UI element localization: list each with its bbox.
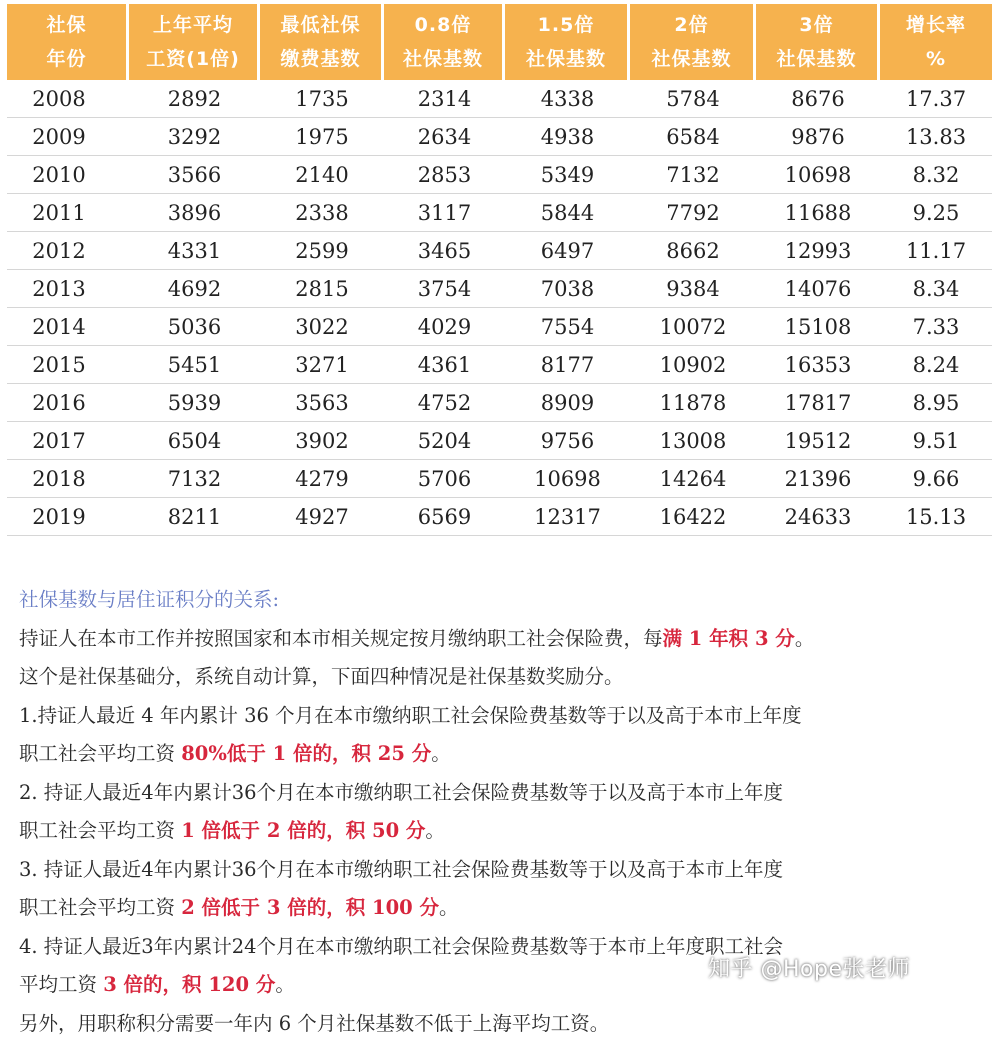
cell-min-base: 3022 xyxy=(260,308,384,346)
table-row xyxy=(7,232,992,270)
table-row xyxy=(7,156,992,194)
text: 持证人在本市工作并按照国家和本市相关规定按月缴纳职工社会保险费，每 xyxy=(19,627,663,650)
text: 职工社会平均工资 xyxy=(19,896,181,919)
cell-3x-base: 16353 xyxy=(756,346,880,384)
cell-0-8x-base: 3117 xyxy=(384,194,505,232)
cell-growth-rate: 11.17 xyxy=(880,232,992,270)
notes-line-basic xyxy=(19,620,989,659)
cell-min-base: 3271 xyxy=(260,346,384,384)
cell-2x-base: 11878 xyxy=(630,384,756,422)
cell-min-base: 1975 xyxy=(260,118,384,156)
table-row xyxy=(7,118,992,156)
cell-1-5x-base: 5349 xyxy=(505,156,630,194)
watermark-text: 知乎 @Hope张老师 xyxy=(708,952,910,983)
notes-item-1-line-1: 1.持证人最近 4 年内累计 36 个月在本市缴纳职工社会保险费基数等于以及高于本市上年度 xyxy=(19,697,989,736)
cell-2x-base: 10902 xyxy=(630,346,756,384)
cell-avg-salary: 4692 xyxy=(129,270,260,308)
cell-min-base: 3902 xyxy=(260,422,384,460)
cell-1-5x-base: 9756 xyxy=(505,422,630,460)
table-row xyxy=(7,346,992,384)
text: 。 xyxy=(795,627,815,650)
cell-year: 2012 xyxy=(7,232,129,270)
cell-1-5x-base: 10698 xyxy=(505,460,630,498)
cell-0-8x-base: 2634 xyxy=(384,118,505,156)
notes-item-2-line-2 xyxy=(19,812,989,851)
cell-growth-rate: 8.24 xyxy=(880,346,992,384)
cell-3x-base: 17817 xyxy=(756,384,880,422)
cell-0-8x-base: 2853 xyxy=(384,156,505,194)
header-0-8x-base: 0.8倍 社保基数 xyxy=(384,4,505,80)
cell-min-base: 1735 xyxy=(260,80,384,118)
cell-0-8x-base: 3754 xyxy=(384,270,505,308)
cell-2x-base: 7132 xyxy=(630,156,756,194)
cell-growth-rate: 8.34 xyxy=(880,270,992,308)
cell-3x-base: 19512 xyxy=(756,422,880,460)
cell-1-5x-base: 8909 xyxy=(505,384,630,422)
cell-year: 2011 xyxy=(7,194,129,232)
cell-year: 2015 xyxy=(7,346,129,384)
emphasis-text: 2 倍低于 3 倍的，积 100 分 xyxy=(181,896,439,919)
cell-growth-rate: 7.33 xyxy=(880,308,992,346)
notes-item-4-line-1: 4. 持证人最近3年内累计24个月在本市缴纳职工社会保险费基数等于本市上年度职工社会 xyxy=(19,928,989,967)
text: 职工社会平均工资 xyxy=(19,819,181,842)
cell-1-5x-base: 7554 xyxy=(505,308,630,346)
cell-growth-rate: 13.83 xyxy=(880,118,992,156)
cell-3x-base: 10698 xyxy=(756,156,880,194)
cell-growth-rate: 9.25 xyxy=(880,194,992,232)
table-row xyxy=(7,80,992,118)
cell-3x-base: 8676 xyxy=(756,80,880,118)
cell-growth-rate: 8.95 xyxy=(880,384,992,422)
notes-footer: 另外，用职称积分需要一年内 6 个月社保基数不低于上海平均工资。 xyxy=(19,1005,989,1043)
cell-2x-base: 10072 xyxy=(630,308,756,346)
cell-0-8x-base: 5706 xyxy=(384,460,505,498)
cell-2x-base: 14264 xyxy=(630,460,756,498)
cell-3x-base: 11688 xyxy=(756,194,880,232)
cell-year: 2013 xyxy=(7,270,129,308)
table-row xyxy=(7,384,992,422)
table-row xyxy=(7,422,992,460)
emphasis-text: 满 1 年积 3 分 xyxy=(663,627,795,650)
cell-2x-base: 16422 xyxy=(630,498,756,536)
header-year: 社保 年份 xyxy=(7,4,129,80)
cell-avg-salary: 4331 xyxy=(129,232,260,270)
cell-year: 2010 xyxy=(7,156,129,194)
header-growth-rate: 增长率 % xyxy=(880,4,992,80)
cell-3x-base: 21396 xyxy=(756,460,880,498)
notes-title: 社保基数与居住证积分的关系: xyxy=(19,581,989,620)
cell-avg-salary: 5036 xyxy=(129,308,260,346)
table-row xyxy=(7,194,992,232)
text: 。 xyxy=(431,742,451,765)
cell-1-5x-base: 12317 xyxy=(505,498,630,536)
cell-min-base: 4279 xyxy=(260,460,384,498)
cell-3x-base: 15108 xyxy=(756,308,880,346)
cell-2x-base: 7792 xyxy=(630,194,756,232)
cell-avg-salary: 8211 xyxy=(129,498,260,536)
table-row xyxy=(7,498,992,536)
cell-0-8x-base: 6569 xyxy=(384,498,505,536)
cell-0-8x-base: 4361 xyxy=(384,346,505,384)
cell-0-8x-base: 4752 xyxy=(384,384,505,422)
cell-avg-salary: 5451 xyxy=(129,346,260,384)
cell-year: 2016 xyxy=(7,384,129,422)
cell-avg-salary: 5939 xyxy=(129,384,260,422)
cell-avg-salary: 6504 xyxy=(129,422,260,460)
cell-year: 2019 xyxy=(7,498,129,536)
cell-3x-base: 14076 xyxy=(756,270,880,308)
table-header-row xyxy=(7,4,992,80)
table-row xyxy=(7,308,992,346)
header-3x-base: 3倍 社保基数 xyxy=(756,4,880,80)
cell-3x-base: 12993 xyxy=(756,232,880,270)
cell-min-base: 2338 xyxy=(260,194,384,232)
cell-year: 2008 xyxy=(7,80,129,118)
cell-growth-rate: 15.13 xyxy=(880,498,992,536)
cell-3x-base: 24633 xyxy=(756,498,880,536)
text: 。 xyxy=(425,819,445,842)
cell-2x-base: 9384 xyxy=(630,270,756,308)
notes-item-3-line-1: 3. 持证人最近4年内累计36个月在本市缴纳职工社会保险费基数等于以及高于本市上年度 xyxy=(19,851,989,890)
cell-1-5x-base: 4938 xyxy=(505,118,630,156)
cell-2x-base: 8662 xyxy=(630,232,756,270)
cell-year: 2018 xyxy=(7,460,129,498)
header-2x-base: 2倍 社保基数 xyxy=(630,4,756,80)
cell-2x-base: 6584 xyxy=(630,118,756,156)
cell-avg-salary: 3896 xyxy=(129,194,260,232)
cell-year: 2014 xyxy=(7,308,129,346)
cell-growth-rate: 9.66 xyxy=(880,460,992,498)
header-avg-salary: 上年平均 工资(1倍) xyxy=(129,4,260,80)
cell-min-base: 4927 xyxy=(260,498,384,536)
header-min-base: 最低社保 缴费基数 xyxy=(260,4,384,80)
cell-avg-salary: 7132 xyxy=(129,460,260,498)
cell-1-5x-base: 6497 xyxy=(505,232,630,270)
social-security-base-table xyxy=(7,4,992,536)
notes-item-2-line-1: 2. 持证人最近4年内累计36个月在本市缴纳职工社会保险费基数等于以及高于本市上年度 xyxy=(19,774,989,813)
cell-min-base: 2599 xyxy=(260,232,384,270)
cell-avg-salary: 2892 xyxy=(129,80,260,118)
cell-growth-rate: 9.51 xyxy=(880,422,992,460)
cell-0-8x-base: 4029 xyxy=(384,308,505,346)
cell-0-8x-base: 2314 xyxy=(384,80,505,118)
cell-1-5x-base: 5844 xyxy=(505,194,630,232)
text: 。 xyxy=(439,896,459,919)
cell-0-8x-base: 5204 xyxy=(384,422,505,460)
text: 平均工资 xyxy=(19,973,103,996)
cell-0-8x-base: 3465 xyxy=(384,232,505,270)
cell-1-5x-base: 4338 xyxy=(505,80,630,118)
notes-item-1-line-2 xyxy=(19,735,989,774)
text: 职工社会平均工资 xyxy=(19,742,181,765)
table-row xyxy=(7,270,992,308)
cell-1-5x-base: 8177 xyxy=(505,346,630,384)
cell-1-5x-base: 7038 xyxy=(505,270,630,308)
header-1-5x-base: 1.5倍 社保基数 xyxy=(505,4,630,80)
cell-3x-base: 9876 xyxy=(756,118,880,156)
emphasis-text: 80%低于 1 倍的，积 25 分 xyxy=(181,742,431,765)
notes-item-3-line-2 xyxy=(19,889,989,928)
cell-year: 2017 xyxy=(7,422,129,460)
cell-growth-rate: 8.32 xyxy=(880,156,992,194)
text: 。 xyxy=(275,973,295,996)
cell-avg-salary: 3292 xyxy=(129,118,260,156)
cell-2x-base: 13008 xyxy=(630,422,756,460)
cell-min-base: 2140 xyxy=(260,156,384,194)
emphasis-text: 3 倍的，积 120 分 xyxy=(103,973,275,996)
table-row xyxy=(7,460,992,498)
cell-min-base: 2815 xyxy=(260,270,384,308)
cell-min-base: 3563 xyxy=(260,384,384,422)
emphasis-text: 1 倍低于 2 倍的，积 50 分 xyxy=(181,819,425,842)
cell-2x-base: 5784 xyxy=(630,80,756,118)
cell-year: 2009 xyxy=(7,118,129,156)
notes-line-intro: 这个是社保基础分，系统自动计算，下面四种情况是社保基数奖励分。 xyxy=(19,658,989,697)
cell-growth-rate: 17.37 xyxy=(880,80,992,118)
cell-avg-salary: 3566 xyxy=(129,156,260,194)
